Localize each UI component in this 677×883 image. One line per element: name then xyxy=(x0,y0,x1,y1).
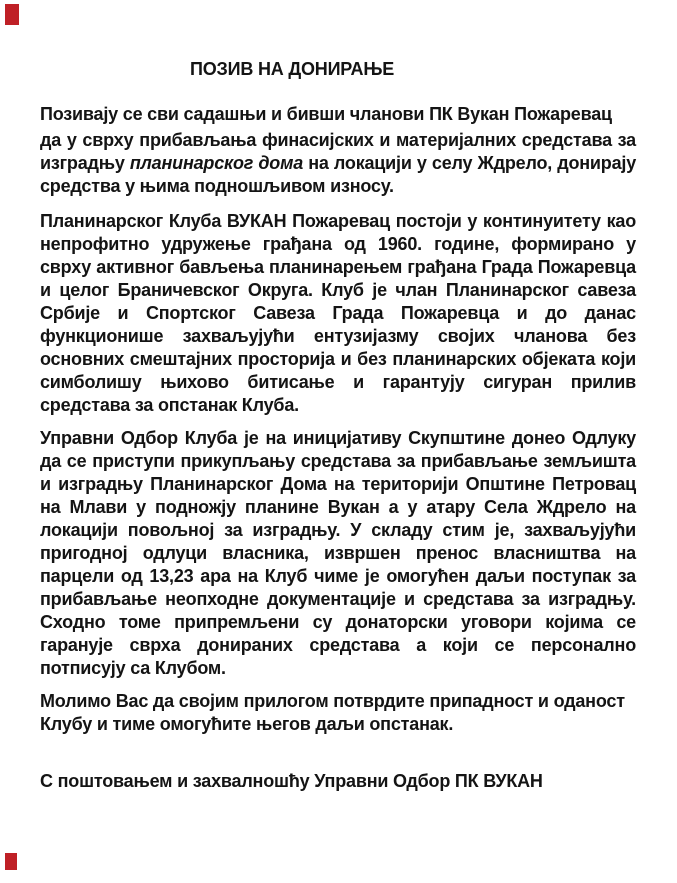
paragraph-purpose xyxy=(40,129,636,198)
red-corner-mark-top-left xyxy=(5,4,19,25)
paragraph-invitation: Позивају се сви садашњи и бивши чланови ПК Вукан Пожаревац xyxy=(40,104,612,124)
paragraph-club-history: Планинарског Клуба ВУКАН Пожаревац постоји у континуитету као непрофитно удружење грађана од 1960. године, формирано у сврху активног бављења планинарењем грађана Града Пожаревца и целог Браничевског Округа. Клуб је члан Планинарског савеза Србије и Спортског Савеза Града Пожаревца и до данас функционише захваљујући ентузијазму својих чланова без основних смештајних просторија и без планинарских објеката који симболишу њихово битисање и гарантују сигуран прилив средстава за опстанак Клуба. xyxy=(40,211,636,415)
paragraph-signature: С поштовањем и захвалношћу Управни Одбор ПК ВУКАН xyxy=(40,771,543,791)
paragraph-purpose-italic-phrase: планинарског дома xyxy=(129,153,304,173)
paragraph-board-decision: Управни Одбор Клуба је на иницијативу Скупштине донео Одлуку да се приступи прикупљању средстава за прибављање земљишта и изградњу Планинарског Дома на територији Општине Петровац на Млави у подножју планине Вукан а у атару Села Ждрело на локацији повољној за изградњу. У складу стим је, захваљујући пригодној одлуци власника, извршен пренос власништва на парцели од 13,23 ара на Клуб чиме је омогућен даљи поступак за прибављање неопходне документације и средстава за изградњу. Сходно томе припремљени су донаторски уговори којима се гаранује сврха донираних средстава а који се персонално потписују са Клубом. xyxy=(40,428,636,678)
paragraph-purpose-segment-after: на локацији у селу Ждрело, донирају средства у њима подношљивом износу. xyxy=(40,153,637,196)
paragraph-purpose-segment-before: да у сврху прибављања финасијских и материјалних средстава за изградњу xyxy=(40,130,636,173)
letter-body xyxy=(40,58,636,793)
document-title: ПОЗИВ НА ДОНИРАЊЕ xyxy=(190,59,395,79)
red-corner-mark-bottom-left xyxy=(5,853,17,870)
paragraph-appeal: Молимо Вас да својим прилогом потврдите припадност и оданост Клубу и тиме омогућите његов даљи опстанак. xyxy=(40,691,625,734)
